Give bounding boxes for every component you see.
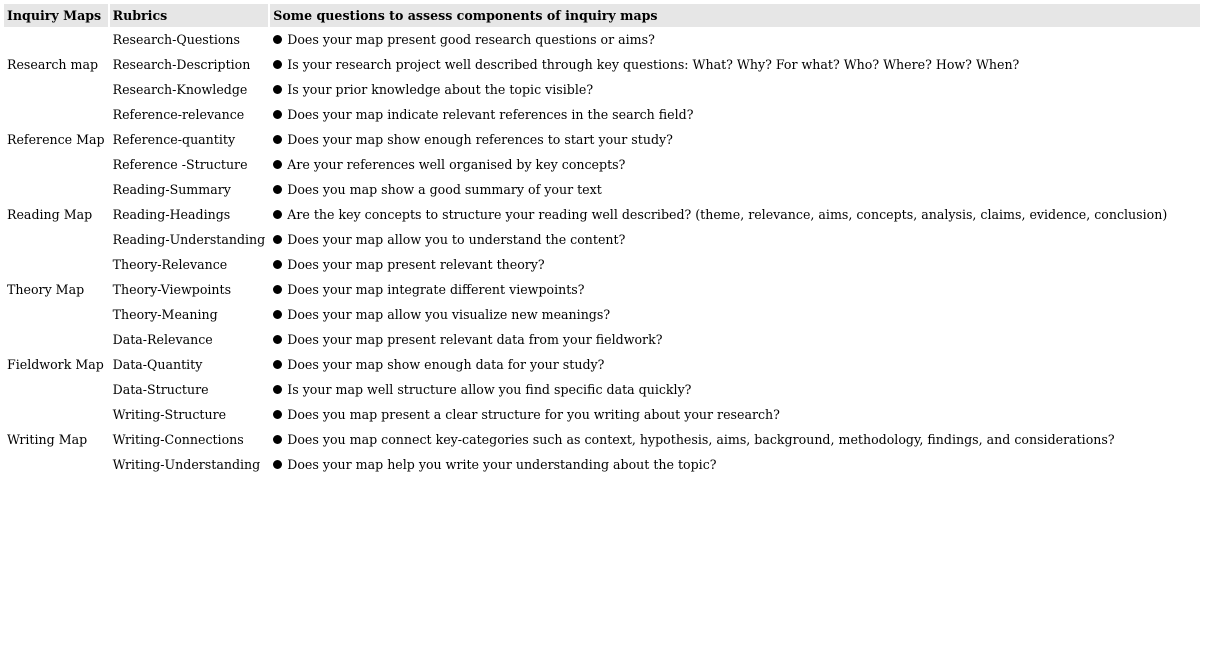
bullet-icon <box>273 435 282 444</box>
rubric-cell: Writing-Connections <box>112 432 244 447</box>
map-cell <box>4 327 108 352</box>
question-cell <box>270 302 1200 327</box>
rubric-cell: Research-Questions <box>112 32 241 47</box>
question-text: Does your map integrate different viewpoints? <box>287 282 585 297</box>
question-text: Does you map present a clear structure for you writing about your research? <box>287 407 780 422</box>
question-cell <box>270 177 1200 202</box>
header-row <box>4 4 1200 27</box>
bullet-icon <box>273 460 282 469</box>
question-cell <box>270 227 1200 252</box>
table-row <box>4 52 1200 77</box>
table-row <box>4 452 1200 477</box>
table-row <box>4 27 1200 52</box>
rubric-cell: Writing-Structure <box>112 407 227 422</box>
bullet-icon <box>273 135 282 144</box>
question-text: Does your map present good research questions or aims? <box>287 32 655 47</box>
table-row <box>4 252 1200 277</box>
bullet-icon <box>273 85 282 94</box>
question-text: Does your map show enough data for your study? <box>287 357 605 372</box>
rubric-cell: Theory-Relevance <box>112 257 228 272</box>
map-cell <box>4 252 108 277</box>
question-cell <box>270 452 1200 477</box>
question-text: Is your research project well described through key questions: What? Why? For what? Who? Where? How? When? <box>287 57 1020 72</box>
rubric-cell: Reference-relevance <box>112 107 245 122</box>
question-text: Is your prior knowledge about the topic visible? <box>287 82 594 97</box>
map-cell <box>4 402 108 427</box>
bullet-icon <box>273 35 282 44</box>
question-cell <box>270 377 1200 402</box>
question-cell <box>270 27 1200 52</box>
map-cell <box>4 227 108 252</box>
question-cell <box>270 277 1200 302</box>
rubric-cell: Data-Relevance <box>112 332 213 347</box>
bullet-icon <box>273 160 282 169</box>
bullet-icon <box>273 385 282 394</box>
table-row <box>4 377 1200 402</box>
table-row <box>4 427 1200 452</box>
table-row <box>4 402 1200 427</box>
table-row <box>4 127 1200 152</box>
map-cell <box>4 77 108 102</box>
table-row <box>4 327 1200 352</box>
question-cell <box>270 352 1200 377</box>
bullet-icon <box>273 285 282 294</box>
map-cell: Fieldwork Map <box>7 357 104 372</box>
question-text: Does your map present relevant data from your fieldwork? <box>287 332 663 347</box>
rubric-cell: Reading-Headings <box>112 207 231 222</box>
question-text: Does your map show enough references to start your study? <box>287 132 673 147</box>
question-cell <box>270 202 1200 227</box>
table-row <box>4 177 1200 202</box>
bullet-icon <box>273 335 282 344</box>
map-cell <box>4 302 108 327</box>
rubric-cell: Theory-Viewpoints <box>112 282 232 297</box>
question-text: Does your map present relevant theory? <box>287 257 545 272</box>
question-text: Does you map show a good summary of your text <box>287 182 602 197</box>
rubric-cell: Reference -Structure <box>112 157 248 172</box>
table-row <box>4 152 1200 177</box>
map-cell: Research map <box>7 57 99 72</box>
rubric-cell: Reading-Summary <box>112 182 231 197</box>
map-cell: Reading Map <box>7 207 93 222</box>
rubric-cell: Data-Structure <box>112 382 209 397</box>
bullet-icon <box>273 60 282 69</box>
question-cell <box>270 152 1200 177</box>
question-cell <box>270 252 1200 277</box>
rubric-cell: Data-Quantity <box>112 357 203 372</box>
bullet-icon <box>273 310 282 319</box>
table-row <box>4 227 1200 252</box>
map-cell <box>4 377 108 402</box>
table-row <box>4 102 1200 127</box>
bullet-icon <box>273 410 282 419</box>
bullet-icon <box>273 210 282 219</box>
table-row <box>4 302 1200 327</box>
question-cell <box>270 77 1200 102</box>
map-cell <box>4 152 108 177</box>
table-row <box>4 77 1200 102</box>
rubric-cell: Reading-Understanding <box>112 232 266 247</box>
table-row <box>4 202 1200 227</box>
map-cell: Writing Map <box>7 432 88 447</box>
question-cell <box>270 102 1200 127</box>
question-text: Is your map well structure allow you find specific data quickly? <box>287 382 692 397</box>
question-text: Are the key concepts to structure your reading well described? (theme, relevance, aims, concepts, analysis, claims, evidence, conclusion) <box>287 207 1168 222</box>
question-cell <box>270 127 1200 152</box>
rubric-cell: Reference-quantity <box>112 132 236 147</box>
question-text: Does you map connect key-categories such as context, hypothesis, aims, background, methodology, findings, and considerations? <box>287 432 1115 447</box>
rubric-cell: Writing-Understanding <box>112 457 261 472</box>
rubric-cell: Theory-Meaning <box>112 307 218 322</box>
question-cell <box>270 427 1200 452</box>
header-questions: Some questions to assess components of inquiry maps <box>270 4 1200 27</box>
map-cell <box>4 452 108 477</box>
map-cell <box>4 177 108 202</box>
inquiry-maps-table <box>2 4 1202 477</box>
rubric-cell: Research-Description <box>112 57 251 72</box>
table-row <box>4 277 1200 302</box>
map-cell <box>4 27 108 52</box>
question-text: Does your map allow you to understand the content? <box>287 232 626 247</box>
bullet-icon <box>273 110 282 119</box>
question-cell <box>270 52 1200 77</box>
question-text: Does your map allow you visualize new meanings? <box>287 307 611 322</box>
map-cell <box>4 102 108 127</box>
header-inquiry-maps: Inquiry Maps <box>4 4 108 27</box>
map-cell: Reference Map <box>7 132 105 147</box>
question-cell <box>270 402 1200 427</box>
bullet-icon <box>273 235 282 244</box>
question-text: Are your references well organised by key concepts? <box>287 157 626 172</box>
table-row <box>4 352 1200 377</box>
question-cell <box>270 327 1200 352</box>
rubric-cell: Research-Knowledge <box>112 82 248 97</box>
bullet-icon <box>273 360 282 369</box>
question-text: Does your map help you write your understanding about the topic? <box>287 457 717 472</box>
bullet-icon <box>273 185 282 194</box>
header-rubrics: Rubrics <box>110 4 269 27</box>
bullet-icon <box>273 260 282 269</box>
map-cell: Theory Map <box>7 282 85 297</box>
question-text: Does your map indicate relevant references in the search field? <box>287 107 694 122</box>
